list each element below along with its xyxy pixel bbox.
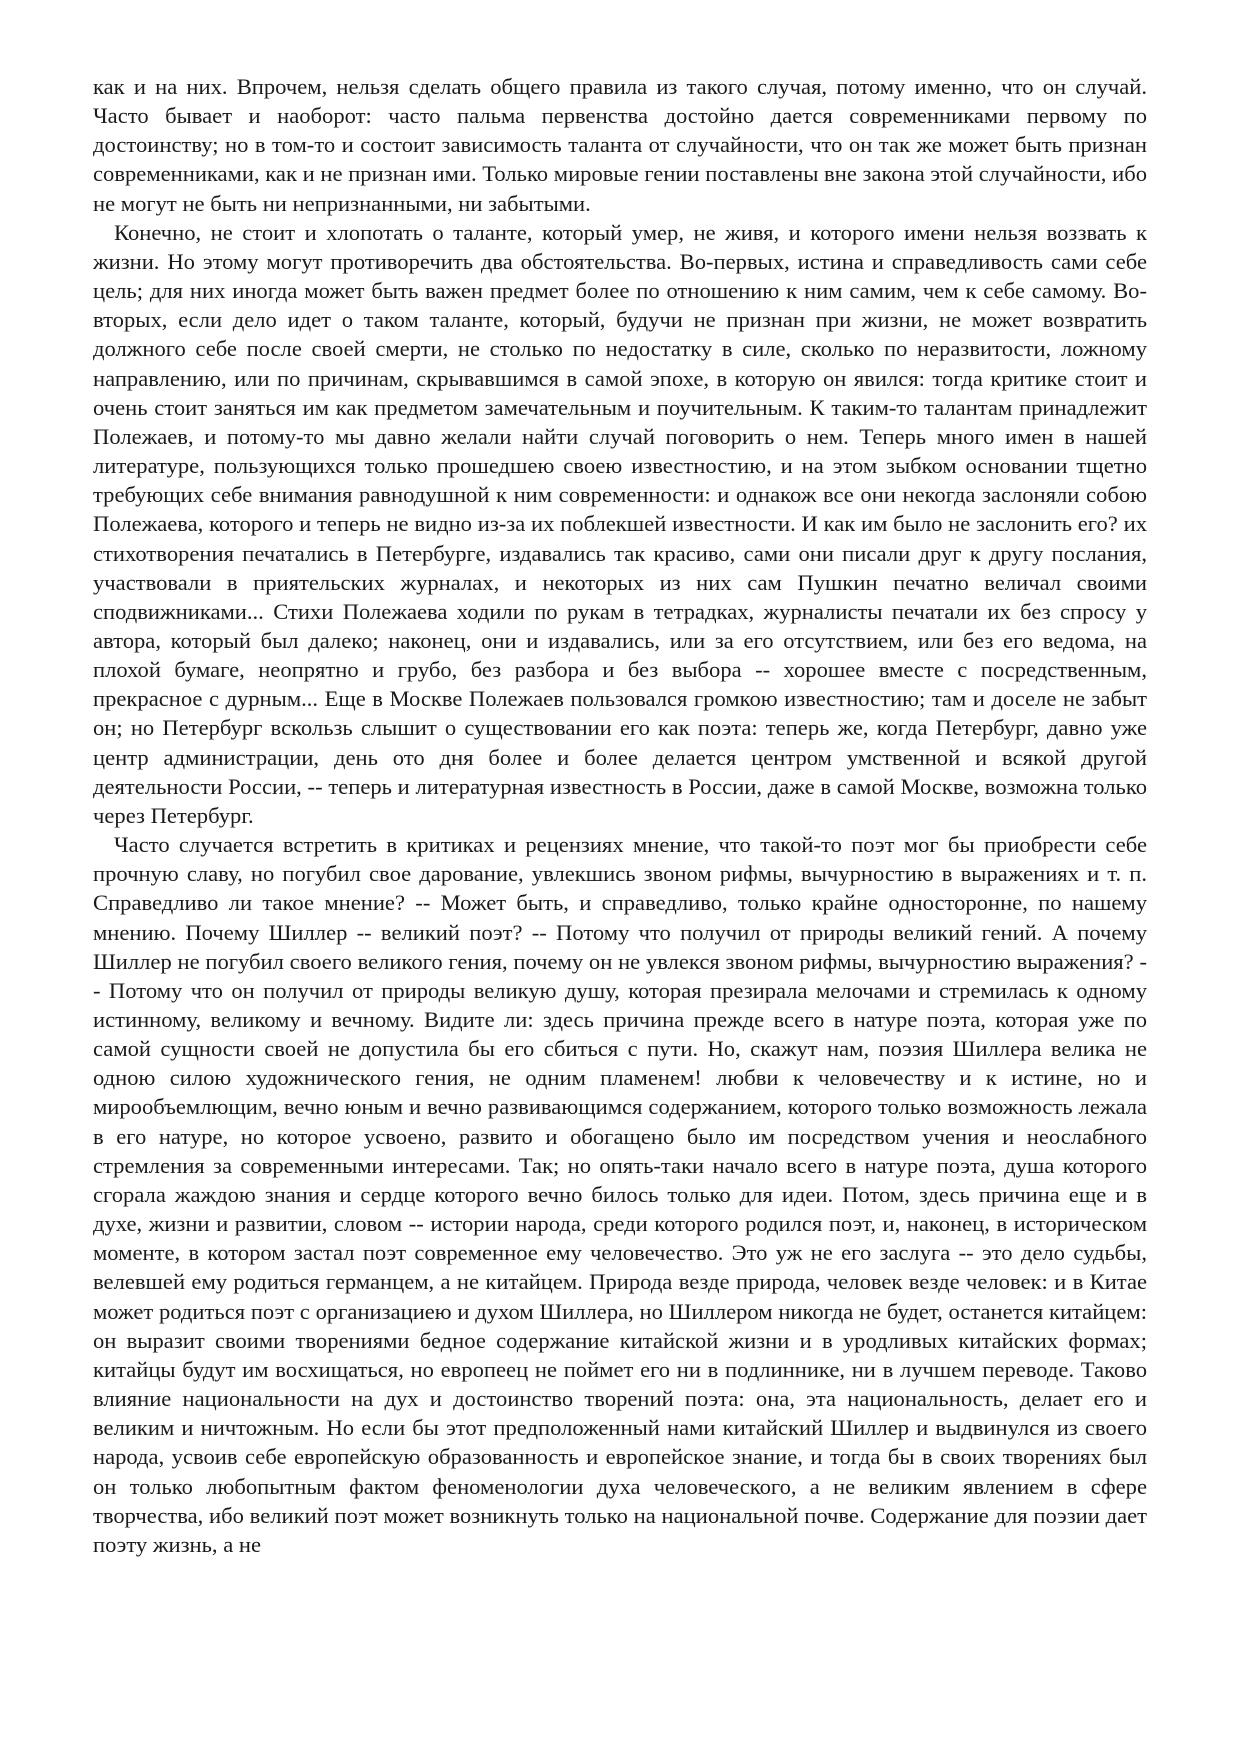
paragraph-3: Часто случается встретить в критиках и рецензиях мнение, что такой-то поэт мог бы приобрести себе прочную славу, но погубил свое дарование, увлекшись звоном рифмы, вычурностию в выражениях и т. п. Справедливо ли такое мнение? -- Может быть, и справедливо, только крайне односторонне, по нашему мнению. Почему Шиллер -- великий поэт? -- Потому что получил от природы великий гений. А почему Шиллер не погубил своего великого гения, почему он не увлекся звоном рифмы, вычурностию выражения? -- Потому что он получил от природы великую душу, которая презирала мелочами и стремилась к одному истинному, великому и вечному. Видите ли: здесь причина прежде всего в натуре поэта, которая уже по самой сущности своей не допустила бы его сбиться с пути. Но, скажут нам, поэзия Шиллера велика не одною силою художнического гения, не одним пламенем! любви к человечеству и к истине, но и мирообъемлющим, вечно юным и вечно развивающимся содержанием, которого только возможность лежала в его натуре, но которое усвоено, развито и обогащено было им посредством учения и неослабного стремления за современными интересами. Так; но опять-таки начало всего в натуре поэта, душа которого сгорала жаждою знания и сердце которого вечно билось только для идеи. Потом, здесь причина еще и в духе, жизни и развитии, словом -- истории народа, среди которого родился поэт, и, наконец, в историческом моменте, в котором застал поэт современное ему человечество. Это уж не его заслуга -- это дело судьбы, велевшей ему родиться германцем, а не китайцем. Природа везде природа, человек везде человек: и в Китае может родиться поэт с организациею и духом Шиллера, но Шиллером никогда не будет, останется китайцем: он выразит своими творениями бедное содержание китайской жизни и в уродливых китайских формах; китайцы будут им восхищаться, но европеец не поймет его ни в подлиннике, ни в лучшем переводе. Таково влияние национальности на дух и достоинство творений поэта: она, эта национальность, делает его и великим и ничтожным. Но если бы этот предположенный нами китайский Шиллер и выдвинулся из своего народа, усвоив себе европейскую образованность и европейское знание, и тогда бы в своих творениях был он только любопытным фактом феноменологии духа человеческого, а не великим явлением в сфере творчества, ибо великий поэт может возникнуть только на национальной почве. Содержание для поэзии дает поэту жизнь, а не (93, 832, 1147, 1557)
document-page (93, 72, 1147, 1559)
paragraph-2: Конечно, не стоит и хлопотать о таланте, который умер, не живя, и которого имени нельзя воззвать к жизни. Но этому могут противоречить два обстоятельства. Во-первых, истина и справедливость сами себе цель; для них иногда может быть важен предмет более по отношению к ним самим, чем к себе самому. Во-вторых, если дело идет о таком таланте, который, будучи не признан при жизни, не может возвратить должного себе после своей смерти, не столько по недостатку в силе, сколько по неразвитости, ложному направлению, или по причинам, скрывавшимся в самой эпохе, в которую он явился: тогда критике стоит и очень стоит заняться им как предметом замечательным и поучительным. К таким-то талантам принадлежит Полежаев, и потому-то мы давно желали найти случай поговорить о нем. Теперь много имен в нашей литературе, пользующихся только прошедшею своею известностию, и на этом зыбком основании тщетно требующих себе внимания равнодушной к ним современности: и однакож все они некогда заслоняли собою Полежаева, которого и теперь не видно из-за их поблекшей известности. И как им было не заслонить его? их стихотворения печатались в Петербурге, издавались так красиво, сами они писали друг к другу послания, участвовали в приятельских журналах, и некоторых из них сам Пушкин печатно величал своими сподвижниками... Стихи Полежаева ходили по рукам в тетрадках, журналисты печатали их без спросу у автора, который был далеко; наконец, они и издавались, или за его отсутствием, или без его ведома, на плохой бумаге, неопрятно и грубо, без разбора и без выбора -- хорошее вместе с посредственным, прекрасное с дурным... Еще в Москве Полежаев пользовался громкою известностию; там и доселе не забыт он; но Петербург вскользь слышит о существовании его как поэта: теперь же, когда Петербург, давно уже центр администрации, день ото дня более и более делается центром умственной и всякой другой деятельности России, -- теперь и литературная известность в России, даже в самой Москве, возможна только через Петербург. (93, 219, 1147, 828)
paragraph-1: как и на них. Впрочем, нельзя сделать общего правила из такого случая, потому именно, что он случай. Часто бывает и наоборот: часто пальма первенства достойно дается современниками первому по достоинству; но в том-то и состоит зависимость таланта от случайности, что он так же может быть признан современниками, как и не признан ими. Только мировые гении поставлены вне закона этой случайности, ибо не могут не быть ни непризнанными, ни забытыми. (93, 74, 1147, 216)
